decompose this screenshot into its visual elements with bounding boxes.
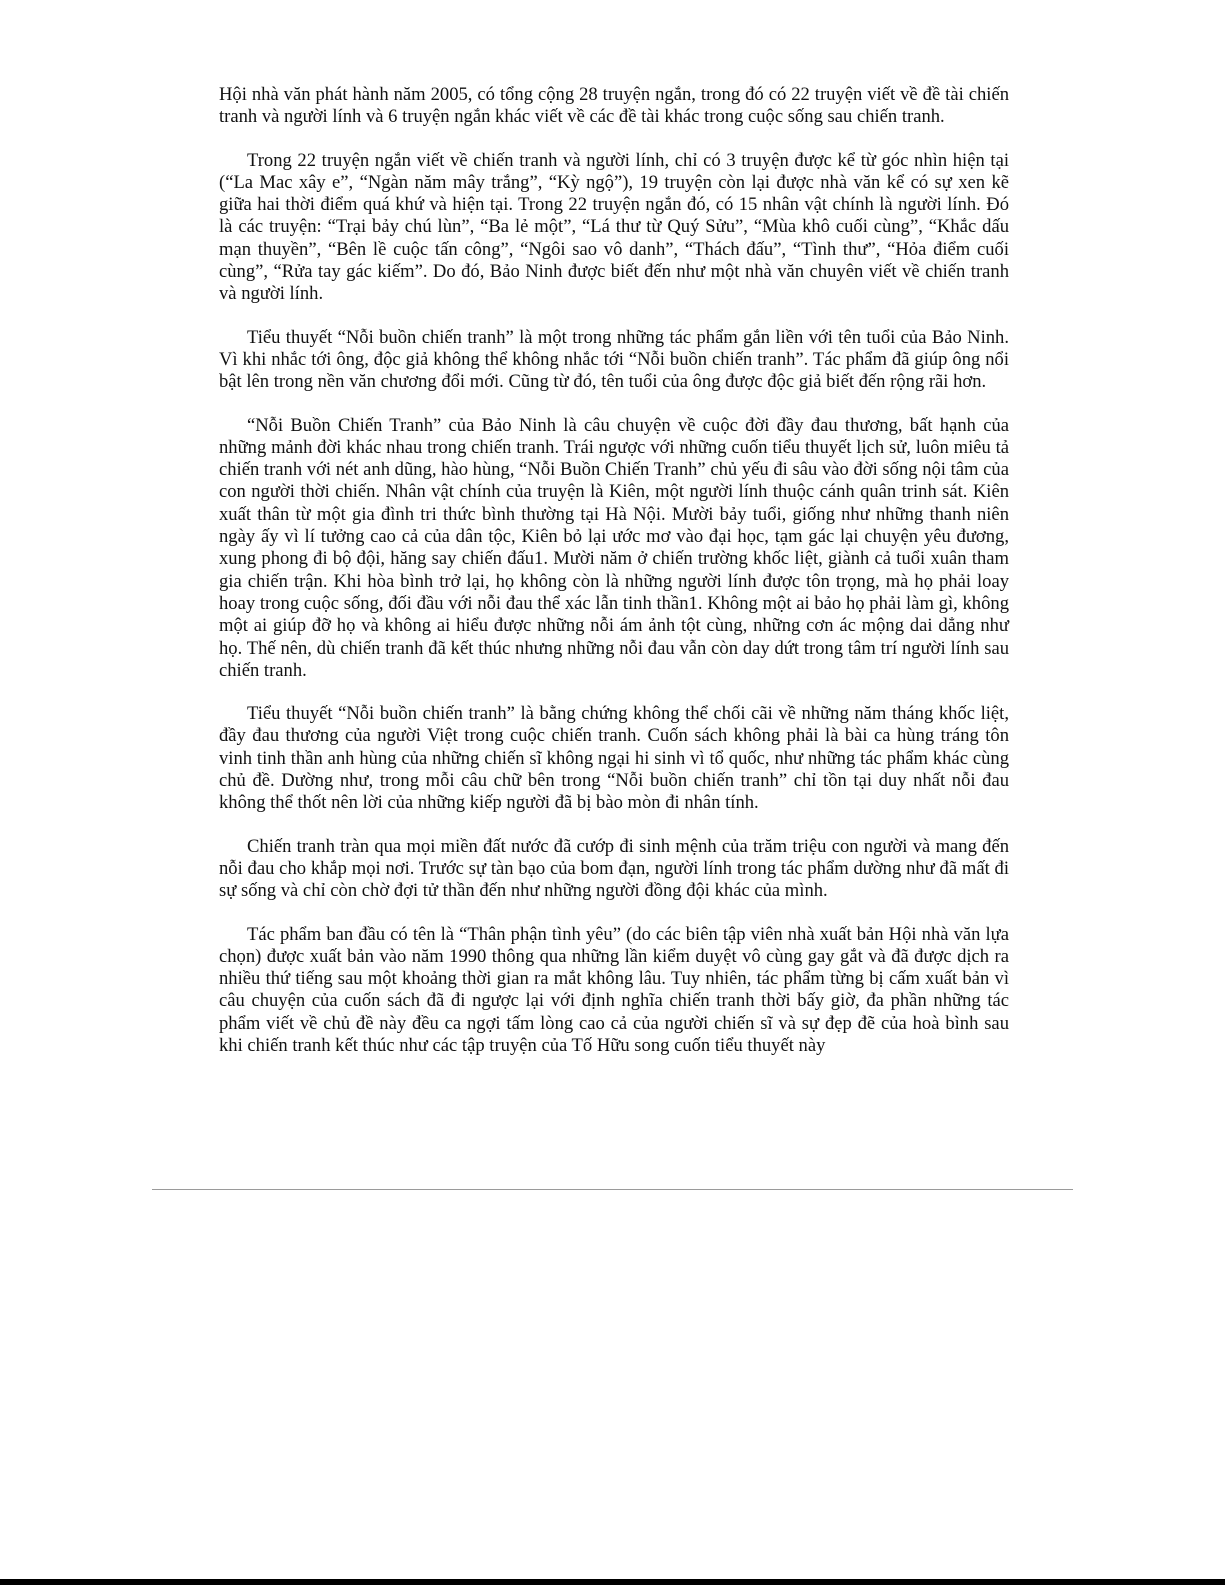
page-divider bbox=[152, 1189, 1073, 1190]
paragraph-3: Tiểu thuyết “Nỗi buồn chiến tranh” là một trong những tác phẩm gắn liền với tên tuổi của Bảo Ninh. Vì khi nhắc tới ông, độc giả không thể không nhắc tới “Nỗi buồn chiến tranh”. Tác phẩm đã giúp ông nổi bật lên trong nền văn chương đổi mới. Cũng từ đó, tên tuổi của ông được độc giả biết đến rộng rãi hơn. bbox=[219, 326, 1009, 393]
paragraph-2: Trong 22 truyện ngắn viết về chiến tranh và người lính, chỉ có 3 truyện được kể từ góc nhìn hiện tại (“La Mac xây e”, “Ngàn năm mây trắng”, “Kỳ ngộ”), 19 truyện còn lại được nhà văn kể có sự xen kẽ giữa hai thời điểm quá khứ và hiện tại. Trong 22 truyện ngắn đó, có 15 nhân vật chính là người lính. Đó là các truyện: “Trại bảy chú lùn”, “Ba lẻ một”, “Lá thư từ Quý Sửu”, “Mùa khô cuối cùng”, “Khắc dấu mạn thuyền”, “Bên lề cuộc tấn công”, “Ngôi sao vô danh”, “Thách đấu”, “Tình thư”, “Hỏa điểm cuối cùng”, “Rửa tay gác kiếm”. Do đó, Bảo Ninh được biết đến như một nhà văn chuyên viết về chiến tranh và người lính. bbox=[219, 149, 1009, 305]
paragraph-1: Hội nhà văn phát hành năm 2005, có tổng cộng 28 truyện ngắn, trong đó có 22 truyện viết về đề tài chiến tranh và người lính và 6 truyện ngắn khác viết về các đề tài khác trong cuộc sống sau chiến tranh. bbox=[219, 84, 1009, 128]
document-page bbox=[219, 84, 1009, 1078]
paragraph-7: Tác phẩm ban đầu có tên là “Thân phận tình yêu” (do các biên tập viên nhà xuất bản Hội nhà văn lựa chọn) được xuất bản vào năm 1990 thông qua những lần kiểm duyệt vô cùng gay gắt và đã được dịch ra nhiều thứ tiếng sau một khoảng thời gian ra mắt không lâu. Tuy nhiên, tác phẩm từng bị cấm xuất bản vì câu chuyện của cuốn sách đã đi ngược lại với định nghĩa chiến tranh thời bấy giờ, đa phần những tác phẩm viết về chủ đề này đều ca ngợi tấm lòng cao cả của người chiến sĩ và sự đẹp đẽ của hoà bình sau khi chiến tranh kết thúc như các tập truyện của Tố Hữu song cuốn tiểu thuyết này bbox=[219, 923, 1009, 1056]
paragraph-4: “Nỗi Buồn Chiến Tranh” của Bảo Ninh là câu chuyện về cuộc đời đầy đau thương, bất hạnh của những mảnh đời khác nhau trong chiến tranh. Trái ngược với những cuốn tiểu thuyết lịch sử, luôn miêu tả chiến tranh với nét anh dũng, hào hùng, “Nỗi Buồn Chiến Tranh” chủ yếu đi sâu vào đời sống nội tâm của con người thời chiến. Nhân vật chính của truyện là Kiên, một người lính thuộc cánh quân trinh sát. Kiên xuất thân từ một gia đình tri thức bình thường tại Hà Nội. Mười bảy tuổi, giống như những thanh niên ngày ấy vì lí tưởng cao cả của dân tộc, Kiên bỏ lại ước mơ vào đại học, tạm gác lại chuyện yêu đương, xung phong đi bộ đội, hăng say chiến đấu1. Mười năm ở chiến trường khốc liệt, giành cả tuổi xuân tham gia chiến trận. Khi hòa bình trở lại, họ không còn là những người lính được tôn trọng, mà họ phải loay hoay trong cuộc sống, đối đầu với nỗi đau thể xác lẫn tinh thần1. Không một ai bảo họ phải làm gì, không một ai giúp đỡ họ và không ai hiểu được những nỗi ám ảnh tột cùng, những cơn ác mộng dai dẳng như họ. Thế nên, dù chiến tranh đã kết thúc nhưng những nỗi đau vẫn còn day dứt trong tâm trí người lính sau chiến tranh. bbox=[219, 414, 1009, 681]
paragraph-6: Chiến tranh tràn qua mọi miền đất nước đã cướp đi sinh mệnh của trăm triệu con người và mang đến nỗi đau cho khắp mọi nơi. Trước sự tàn bạo của bom đạn, người lính trong tác phẩm dường như đã mất đi sự sống và chỉ còn chờ đợi tử thần đến như những người đồng đội khác của mình. bbox=[219, 835, 1009, 902]
paragraph-5: Tiểu thuyết “Nỗi buồn chiến tranh” là bằng chứng không thể chối cãi về những năm tháng khốc liệt, đầy đau thương của người Việt trong cuộc chiến tranh. Cuốn sách không phải là bài ca hùng tráng tôn vinh tinh thần anh hùng của những chiến sĩ không ngại hi sinh vì tổ quốc, như những tác phẩm khác cùng chủ đề. Dường như, trong mỗi câu chữ bên trong “Nỗi buồn chiến tranh” chỉ tồn tại duy nhất nỗi đau không thể thốt nên lời của những kiếp người đã bị bào mòn đi nhân tính. bbox=[219, 703, 1009, 814]
page-bottom-border bbox=[0, 1579, 1225, 1585]
